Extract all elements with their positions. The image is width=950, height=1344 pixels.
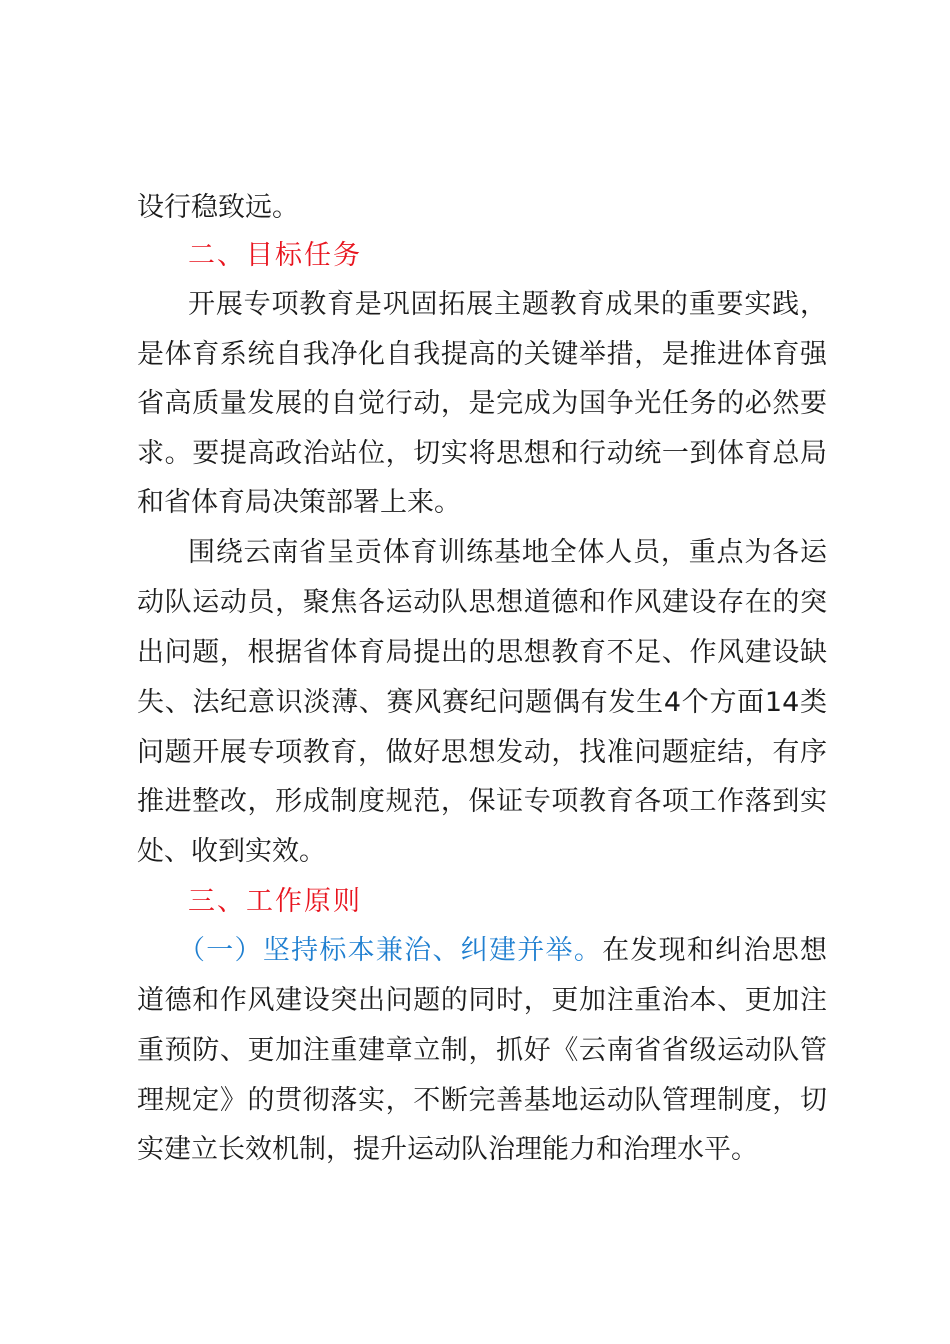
paragraph-line: 开展专项教育是巩固拓展主题教育成果的重要实践，	[188, 289, 827, 320]
item-one-first-line	[178, 931, 827, 971]
section-three-heading: 三、工作原则	[188, 886, 362, 917]
item-one-title: （一）坚持标本兼治、纠建并举。	[178, 935, 603, 966]
paragraph-line: 省高质量发展的自觉行动，是完成为国争光任务的必然要	[137, 388, 827, 419]
paragraph-line: 道德和作风建设突出问题的同时，更加注重治本、更加注	[137, 985, 827, 1016]
paragraph-line: 推进整改，形成制度规范，保证专项教育各项工作落到实	[137, 786, 827, 817]
paragraph-line: 出问题，根据省体育局提出的思想教育不足、作风建设缺	[137, 637, 827, 668]
paragraph-line: 实建立长效机制，提升运动队治理能力和治理水平。	[137, 1134, 758, 1165]
paragraph-line: 问题开展专项教育，做好思想发动，找准问题症结，有序	[137, 737, 827, 768]
paragraph-line: 失、法纪意识淡薄、赛风赛纪问题偶有发生4个方面14类	[137, 687, 827, 718]
paragraph-line: 理规定》的贯彻落实，不断完善基地运动队管理制度，切	[137, 1085, 827, 1116]
paragraph-line: 动队运动员，聚焦各运动队思想道德和作风建设存在的突	[137, 587, 827, 618]
paragraph-line: 围绕云南省呈贡体育训练基地全体人员，重点为各运	[188, 537, 827, 568]
intro-tail-line: 设行稳致远。	[137, 192, 299, 223]
item-one-first-line-rest: 在发现和纠治思想	[602, 935, 828, 966]
section-two-heading: 二、目标任务	[188, 240, 362, 271]
paragraph-line: 是体育系统自我净化自我提高的关键举措，是推进体育强	[137, 339, 827, 370]
paragraph-line: 处、收到实效。	[137, 836, 326, 867]
paragraph-line: 重预防、更加注重建章立制，抓好《云南省省级运动队管	[137, 1035, 827, 1066]
paragraph-line: 求。要提高政治站位，切实将思想和行动统一到体育总局	[137, 438, 827, 469]
paragraph-line: 和省体育局决策部署上来。	[137, 487, 461, 518]
